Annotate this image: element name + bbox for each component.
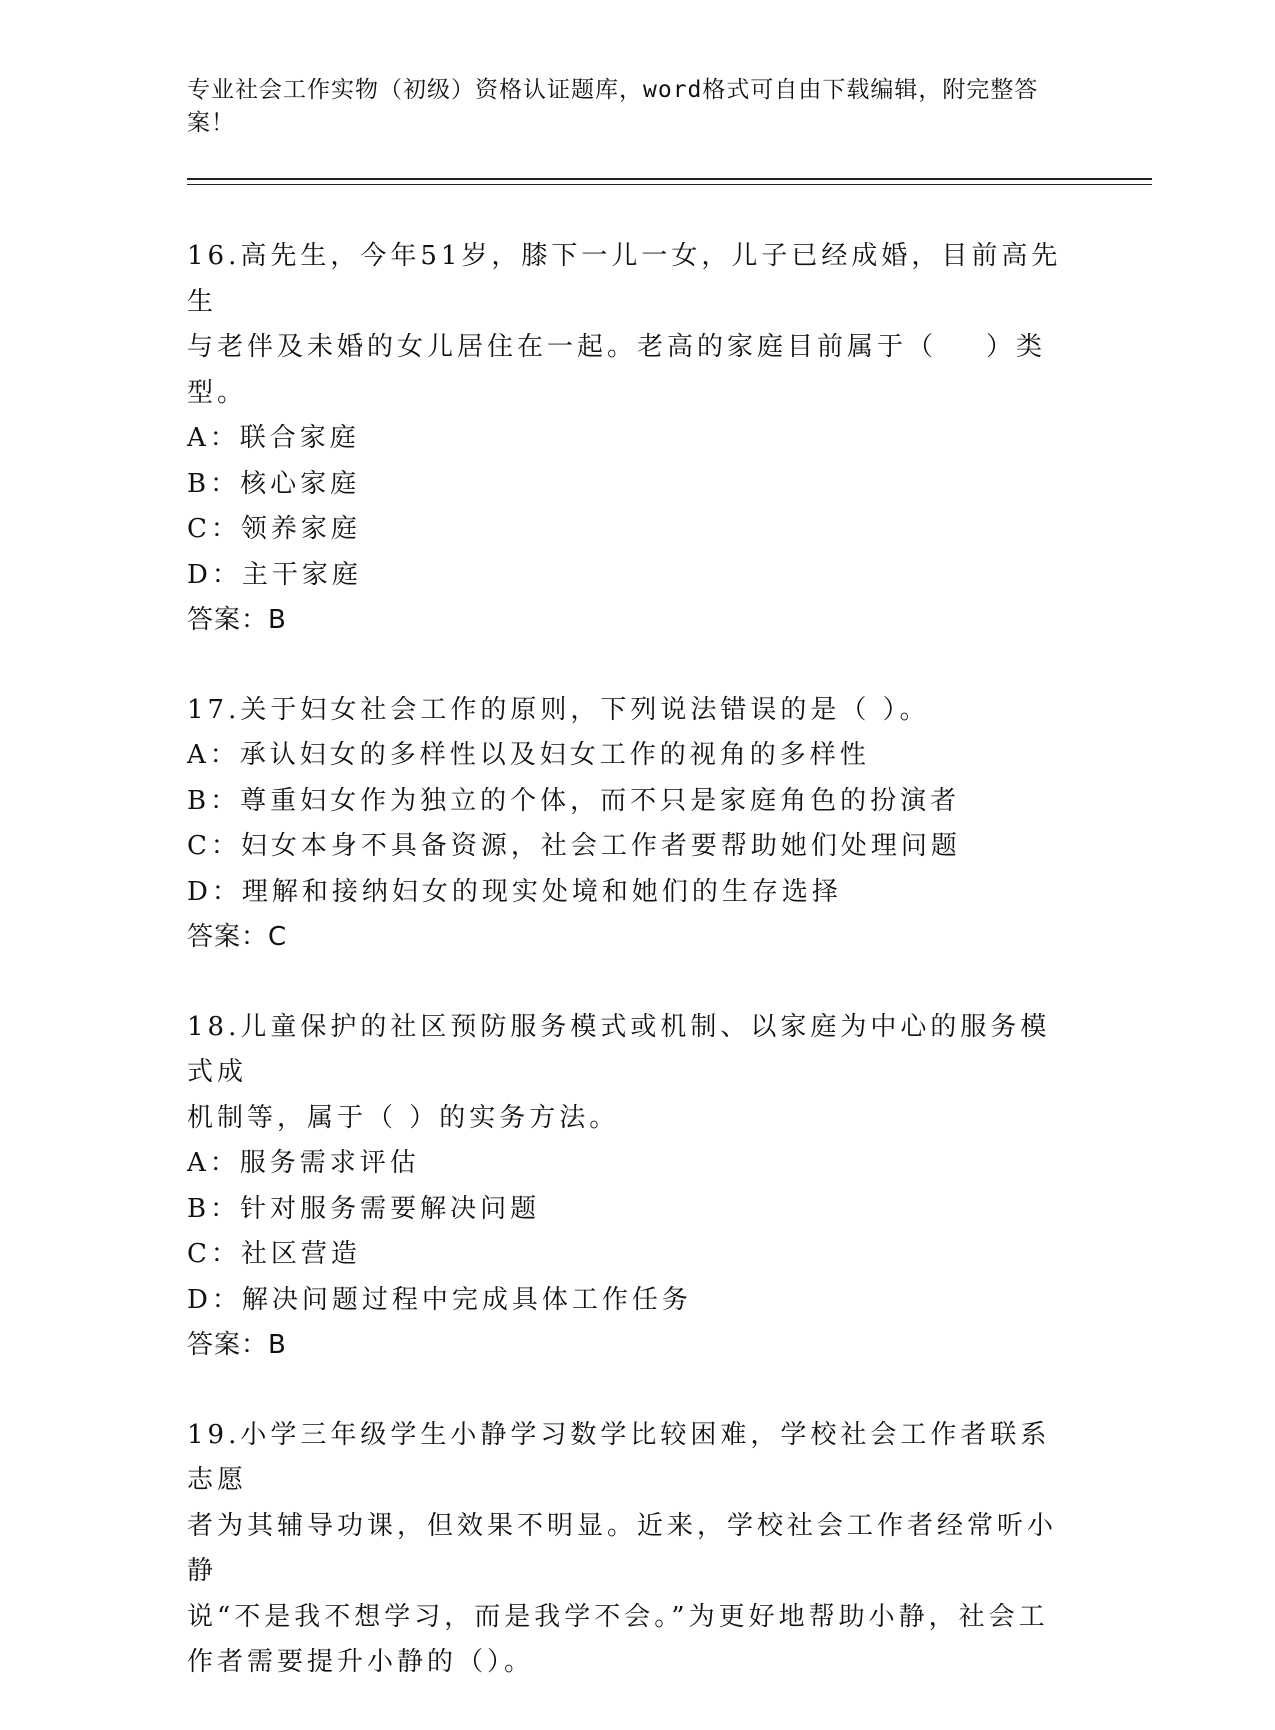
option-c: C：社区营造 [187, 1239, 361, 1269]
question-18 [187, 1005, 1077, 1369]
question-stem-line: 17.关于妇女社会工作的原则，下列说法错误的是（ ）。 [187, 694, 930, 725]
question-19 [187, 1413, 1077, 1686]
answer-label: 答案：B [187, 605, 287, 635]
option-b: B：针对服务需要解决问题 [187, 1193, 541, 1224]
question-stem-line: 16.高先生，今年51岁，膝下一儿一女，儿子已经成婚，目前高先生 [187, 241, 1062, 317]
document-header [187, 74, 1067, 140]
answer-label: 答案：B [187, 1330, 287, 1360]
option-d: D：解决问题过程中完成具体工作任务 [187, 1284, 692, 1315]
header-line-2: 案！ [187, 110, 235, 136]
answer-label: 答案：C [187, 922, 288, 952]
question-stem-line: 19.小学三年级学生小静学习数学比较困难，学校社会工作者联系志愿 [187, 1419, 1051, 1495]
option-b: B：核心家庭 [187, 468, 361, 499]
question-stem-line: 18.儿童保护的社区预防服务模式或机制、以家庭为中心的服务模式成 [187, 1011, 1051, 1087]
question-stem-line: 作者需要提升小静的（）。 [187, 1647, 535, 1677]
header-divider-thick [187, 178, 1152, 180]
option-c: C：领养家庭 [187, 514, 361, 544]
header-divider-thin [187, 184, 1152, 185]
question-17 [187, 688, 1077, 961]
question-stem-line: 与老伴及未婚的女儿居住在一起。老高的家庭目前属于（ ）类型。 [187, 332, 1047, 408]
question-stem-line: 者为其辅导功课，但效果不明显。近来，学校社会工作者经常听小静 [187, 1510, 1058, 1586]
header-line-1: 专业社会工作实物（初级）资格认证题库，word格式可自由下载编辑，附完整答 [187, 77, 1039, 103]
question-stem-line: 说“不是我不想学习，而是我学不会。”为更好地帮助小静，社会工 [187, 1601, 1049, 1632]
option-a: A：服务需求评估 [187, 1148, 420, 1178]
question-list [187, 234, 1077, 1730]
question-16 [187, 234, 1077, 644]
option-b: B：尊重妇女作为独立的个体，而不只是家庭角色的扮演者 [187, 785, 961, 816]
option-d: D：主干家庭 [187, 559, 362, 590]
option-a: A：承认妇女的多样性以及妇女工作的视角的多样性 [187, 740, 870, 770]
option-c: C：妇女本身不具备资源，社会工作者要帮助她们处理问题 [187, 831, 961, 861]
option-d: D：理解和接纳妇女的现实处境和她们的生存选择 [187, 876, 842, 907]
option-a: A：联合家庭 [187, 423, 360, 453]
question-stem-line: 机制等，属于（ ）的实务方法。 [187, 1102, 620, 1133]
